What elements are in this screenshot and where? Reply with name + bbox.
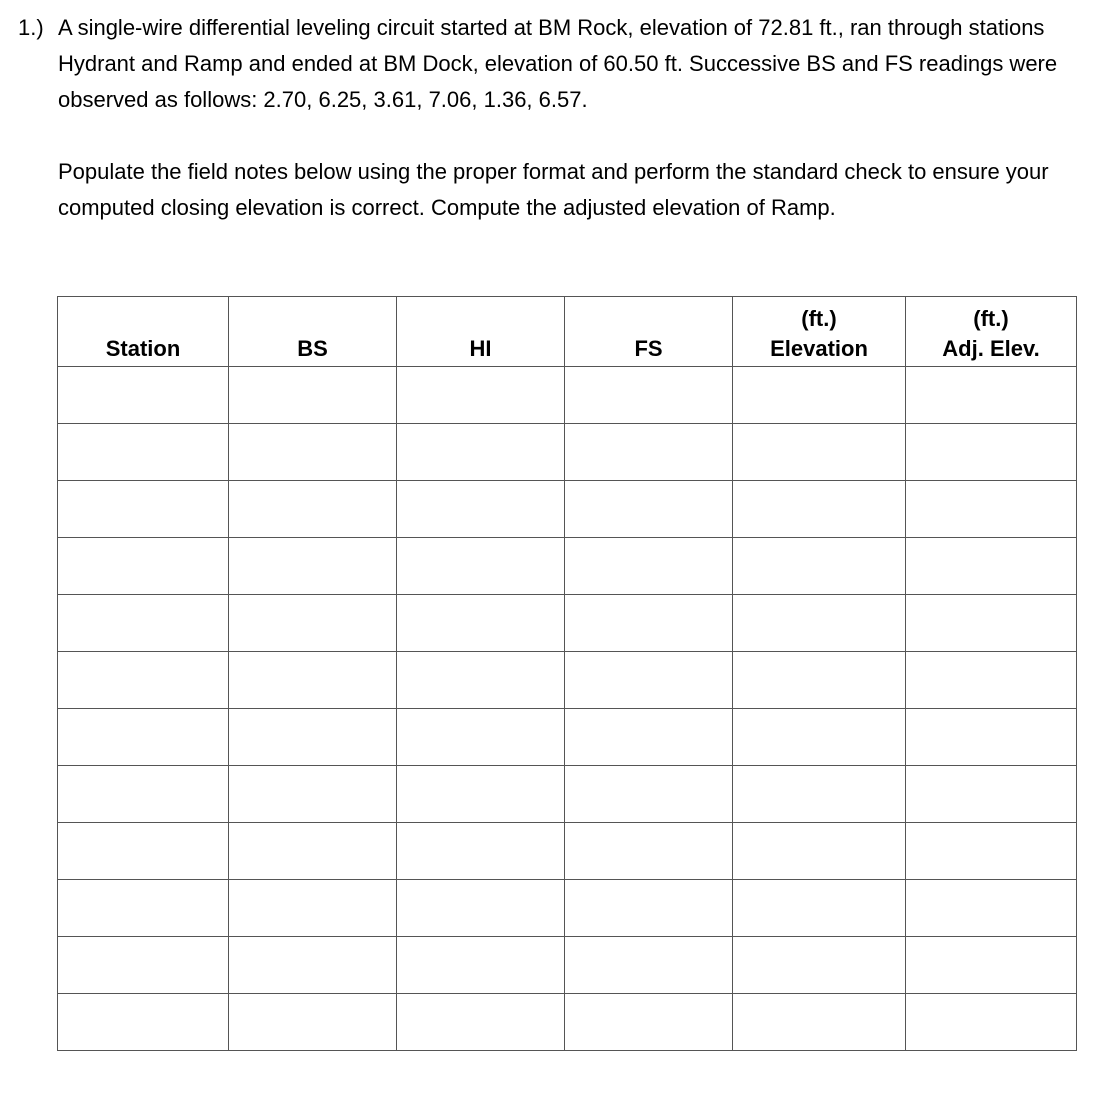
cell-hi[interactable] <box>397 937 565 994</box>
column-label: HI <box>469 336 492 361</box>
cell-adj-elev[interactable] <box>906 424 1077 481</box>
cell-hi[interactable] <box>397 595 565 652</box>
cell-fs[interactable] <box>565 595 733 652</box>
cell-elevation[interactable] <box>733 481 906 538</box>
table-row <box>58 538 1077 595</box>
cell-station[interactable] <box>58 481 229 538</box>
cell-elevation[interactable] <box>733 994 906 1051</box>
cell-elevation[interactable] <box>733 823 906 880</box>
cell-station[interactable] <box>58 424 229 481</box>
cell-hi[interactable] <box>397 709 565 766</box>
cell-fs[interactable] <box>565 652 733 709</box>
cell-adj-elev[interactable] <box>906 481 1077 538</box>
cell-adj-elev[interactable] <box>906 823 1077 880</box>
table-row <box>58 937 1077 994</box>
table-row <box>58 880 1077 937</box>
cell-elevation[interactable] <box>733 766 906 823</box>
cell-bs[interactable] <box>229 595 397 652</box>
cell-fs[interactable] <box>565 994 733 1051</box>
table-row <box>58 367 1077 424</box>
cell-elevation[interactable] <box>733 595 906 652</box>
cell-fs[interactable] <box>565 709 733 766</box>
cell-station[interactable] <box>58 994 229 1051</box>
column-label: Adj. Elev. <box>942 336 1040 361</box>
cell-hi[interactable] <box>397 766 565 823</box>
cell-adj-elev[interactable] <box>906 709 1077 766</box>
cell-hi[interactable] <box>397 481 565 538</box>
column-label: Station <box>105 336 181 361</box>
column-label: FS <box>634 336 663 361</box>
problem-statement <box>18 10 1088 118</box>
cell-hi[interactable] <box>397 823 565 880</box>
cell-elevation[interactable] <box>733 367 906 424</box>
column-unit: (ft.) <box>973 306 1009 331</box>
cell-fs[interactable] <box>565 424 733 481</box>
cell-hi[interactable] <box>397 652 565 709</box>
cell-bs[interactable] <box>229 481 397 538</box>
cell-hi[interactable] <box>397 994 565 1051</box>
cell-hi[interactable] <box>397 367 565 424</box>
cell-bs[interactable] <box>229 880 397 937</box>
cell-adj-elev[interactable] <box>906 652 1077 709</box>
cell-adj-elev[interactable] <box>906 595 1077 652</box>
column-header-station <box>58 297 229 367</box>
column-header-adj-elev <box>906 297 1077 367</box>
cell-station[interactable] <box>58 880 229 937</box>
table-row <box>58 766 1077 823</box>
cell-station[interactable] <box>58 823 229 880</box>
cell-elevation[interactable] <box>733 937 906 994</box>
cell-station[interactable] <box>58 367 229 424</box>
column-header-bs <box>229 297 397 367</box>
cell-elevation[interactable] <box>733 652 906 709</box>
cell-bs[interactable] <box>229 823 397 880</box>
column-label: Elevation <box>770 336 868 361</box>
cell-adj-elev[interactable] <box>906 766 1077 823</box>
table-row <box>58 994 1077 1051</box>
cell-fs[interactable] <box>565 766 733 823</box>
cell-fs[interactable] <box>565 367 733 424</box>
cell-adj-elev[interactable] <box>906 538 1077 595</box>
cell-bs[interactable] <box>229 538 397 595</box>
field-notes-table <box>57 296 1077 1051</box>
cell-adj-elev[interactable] <box>906 880 1077 937</box>
cell-bs[interactable] <box>229 766 397 823</box>
cell-hi[interactable] <box>397 424 565 481</box>
cell-fs[interactable] <box>565 538 733 595</box>
cell-bs[interactable] <box>229 424 397 481</box>
cell-adj-elev[interactable] <box>906 937 1077 994</box>
cell-station[interactable] <box>58 595 229 652</box>
table-row <box>58 652 1077 709</box>
cell-station[interactable] <box>58 766 229 823</box>
cell-station[interactable] <box>58 937 229 994</box>
column-header-hi <box>397 297 565 367</box>
cell-elevation[interactable] <box>733 424 906 481</box>
table-row <box>58 481 1077 538</box>
table-row <box>58 709 1077 766</box>
cell-elevation[interactable] <box>733 880 906 937</box>
cell-elevation[interactable] <box>733 538 906 595</box>
header-row <box>58 297 1077 367</box>
cell-bs[interactable] <box>229 937 397 994</box>
column-header-elevation <box>733 297 906 367</box>
table-row <box>58 823 1077 880</box>
problem-text: A single-wire differential leveling circuit started at BM Rock, elevation of 72.81 ft., ran through stations Hydrant and Ramp and ended at BM Dock, elevation of 60.50 ft. Successive BS and FS readings were observed as follows: 2.70, 6.25, 3.61, 7.06, 1.36, 6.57. <box>58 15 1058 112</box>
instructions: Populate the field notes below using the proper format and perform the standard check to ensure your computed closing elevation is correct. Compute the adjusted elevation of Ramp. <box>58 159 1049 220</box>
cell-station[interactable] <box>58 709 229 766</box>
cell-fs[interactable] <box>565 823 733 880</box>
cell-station[interactable] <box>58 652 229 709</box>
cell-fs[interactable] <box>565 481 733 538</box>
cell-bs[interactable] <box>229 367 397 424</box>
problem-number: 1.) <box>18 15 44 40</box>
cell-adj-elev[interactable] <box>906 367 1077 424</box>
table-row <box>58 595 1077 652</box>
cell-bs[interactable] <box>229 652 397 709</box>
column-unit: (ft.) <box>801 306 837 331</box>
table-row <box>58 424 1077 481</box>
cell-station[interactable] <box>58 538 229 595</box>
field-notes-body <box>58 367 1077 1051</box>
cell-bs[interactable] <box>229 994 397 1051</box>
cell-hi[interactable] <box>397 538 565 595</box>
cell-elevation[interactable] <box>733 709 906 766</box>
cell-adj-elev[interactable] <box>906 994 1077 1051</box>
column-header-fs <box>565 297 733 367</box>
cell-fs[interactable] <box>565 937 733 994</box>
cell-hi[interactable] <box>397 880 565 937</box>
cell-fs[interactable] <box>565 880 733 937</box>
column-label: BS <box>297 336 328 361</box>
cell-bs[interactable] <box>229 709 397 766</box>
